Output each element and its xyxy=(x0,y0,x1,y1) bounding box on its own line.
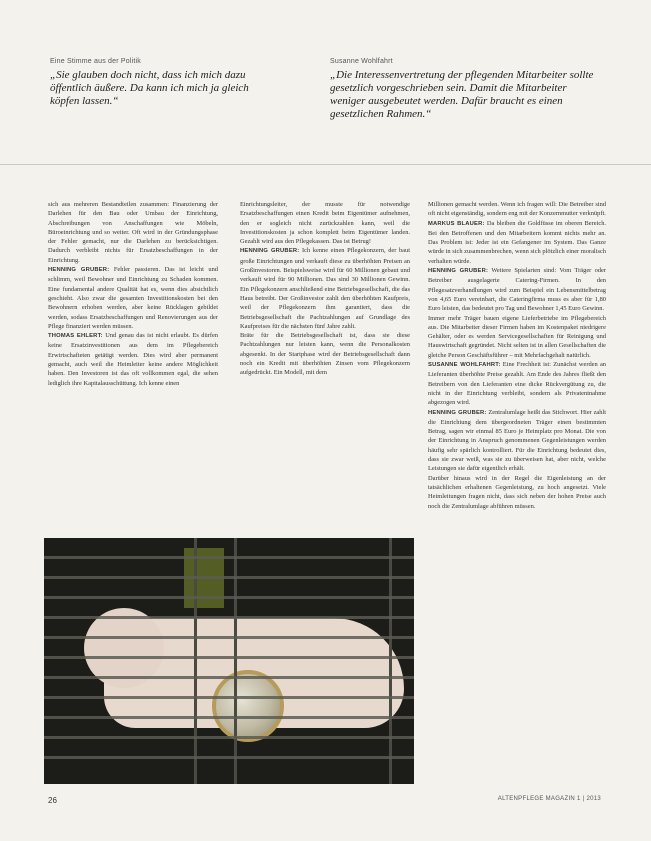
paragraph xyxy=(428,360,606,407)
paragraph xyxy=(428,408,606,474)
quote-text: „Die Interessenvertretung der pflegenden Mitarbeiter sollte gesetzlich vorgeschrieben sein. Damit die Mitarbeiter weniger ausgebeutet werden. Dafür braucht es einen gesetzlichen Rahmen.“ xyxy=(330,69,594,120)
speaker-label: SUSANNE WOHLFAHRT: xyxy=(428,362,501,369)
quote-text: „Sie glauben doch nicht, dass ich mich dazu öffentlich äußere. Da kann ich mich ja gleich köpfen lassen.“ xyxy=(50,69,249,107)
speaker-label: HENNING GRUBER: xyxy=(428,409,487,416)
paragraph xyxy=(48,265,218,331)
divider xyxy=(0,164,651,165)
cage-bar xyxy=(44,576,414,579)
speaker-label: THOMAS EHLERT: xyxy=(48,333,103,340)
cage-bar xyxy=(44,756,414,759)
cage-bar xyxy=(44,736,414,739)
paragraph: sich aus mehreren Bestandteilen zusammen: Finanzierung der Darlehen für den Bau oder Umbau der Einrichtung, Abschreibungen von Anschaffungen wie Möbeln, Büroeinrichtung und so weiter. Oft wird in der Gründungsphase der Fehler gemacht, nur die Darlehen zu berücksichtigen. Dadurch verbleibt nichts für Ersatzbeschaffungen in der Einrichtung. xyxy=(48,201,218,264)
cage-bar xyxy=(44,716,414,719)
paragraph-text: Fehler passieren. Das ist leicht und schlimm, weil Bewohner und Einrichtung zu Schaden kommen. Eine fundamental andere Qualität hat es, wenn dies absichtlich geschieht. Also zwar die gesamten Investitionskosten bei den Bewohnern erhoben werden, aber keine Rücklagen gebildet werden, sodass Ersatzbeschaffungen und Renovierungen aus der Pflege finanziert werden müssen. xyxy=(48,266,218,330)
cage-bar xyxy=(44,596,414,599)
paragraph-text: Zentralumlage heißt das Stichwort. Hier zahlt die Einrichtung dem übergeordneten Träger einen bestimmten Betrag, sagen wir einmal 85 Euro je Heimplatz pro Monat. Die von der Einrichtung in Anspruch genommenen Gegenleistungen werden häufig sehr spärlich kontrolliert. Für die Einrichtung bedeutet dies, dass sie zwar weiß, was sie zu überweisen hat, aber nicht, welche Leistungen sie dafür eigentlich erhält. xyxy=(428,408,606,473)
text-column-1 xyxy=(48,200,218,512)
page-number: 26 xyxy=(48,796,57,805)
euro-coin xyxy=(212,670,284,742)
cage-bar xyxy=(44,696,414,699)
paragraph xyxy=(48,331,218,388)
cage-bar xyxy=(44,616,414,619)
paragraph-text: Ich kenne einen Pflegekonzern, der baut große Einrichtungen und verkauft diese zu überhöhten Preisen an Großinvestoren. Beispielsweise wird für 60 Millionen gebaut und verkauft wird für 90 Millionen. Das sind 30 Millionen Gewinn. Ein Pflegekonzern anschließend eine Betriebsgesellschaft, die das Haus betreibt. Der Großinvestor zahlt den überhöhten Kaufpreis, weil der Pflegekonzern ihm garantiert, dass die Betriebsgesellschaft die Pachtzahlungen auf Grundlage des Kaufpreises für die nächsten fünf Jahre zahlt. xyxy=(240,247,410,330)
paragraph: Millionen gemacht werden. Wenn ich fragen will: Die Betreiber sind oft nicht eigenständig, sondern eng mit der Konzernmutter verknüpft. xyxy=(428,201,606,218)
speaker-label: MARKUS BLAUER: xyxy=(428,220,485,227)
paragraph xyxy=(240,246,410,331)
cage-bar xyxy=(44,656,414,659)
speaker-label: HENNING GRUBER: xyxy=(48,267,110,274)
cage-bar xyxy=(44,556,414,559)
paragraph: Immer mehr Träger bauen eigene Lieferbetriebe im Pflegebereich aus. Die Mitarbeiter dieser Firmen haben im Kostenpaket niedrigere Gehälter, oder es werden Servicegesellschaften für Reinigung und Hauswirtschaft gegründet. Nicht selten ist in allen Gesellschaften die gleiche Person Geschäftsführer – mit Mehrfachgehalt natürlich. xyxy=(428,314,606,359)
pull-quote-right xyxy=(330,58,600,121)
paragraph: Bräte für die Betriebsgesellschaft ist, dass sie diese Pachtzahlungen nur leisten kann, wenn die Personalkosten abgesenkt. In der Startphase wird der Betriebsgesellschaft dann noch ein Kredit mit überhöhten Zinsen vom Pflegekonzern aufgedrückt. Ein Modell, mit dem xyxy=(240,332,410,377)
text-column-3 xyxy=(428,200,606,800)
paragraph-text: Weitere Spielarten sind: Vom Träger oder Betreiber ausgelagerte Catering-Firmen. In den Pflegesatzverhandlungen wird zum Beispiel ein Lebensmittelbetrag von 4,65 Euro vereinbart, die Cateringfirma muss es aber für 1,80 Euro leisten, das bedeutet pro Tag und Bewohner 1,45 Euro Gewinn. xyxy=(428,267,606,313)
paragraph xyxy=(428,219,606,266)
paragraph-text: Und genau das ist nicht erlaubt. Es dürfen keine Ersatzinvestitionen aus dem im Pflegebereich Erwirtschafteten getätigt werden. Dies wird aber permanent gemacht, auch weil die Heimleiter keine andere Möglichkeit haben. Den Investoren ist das oft vollkommen egal, die sehen lediglich ihre Kapitalausschüttung. Ich kenne einen xyxy=(48,332,218,387)
cage-bar xyxy=(44,636,414,639)
photo-piggy-bank-behind-bars xyxy=(44,538,414,784)
issue-info: ALTENPFLEGE MAGAZIN 1 | 2013 xyxy=(497,796,601,802)
speaker-label: HENNING GRUBER: xyxy=(240,248,300,255)
paragraph-text: Eine Frechheit ist: Zunächst werden an Lieferanten überhöhte Preise gezahlt. Am Ende des Jahres fließt den Betreibern von den Lieferanten eine dicke Rückvergütung zu, die nicht in der Einrichtung verbleibt, sondern als Privatentnahme abgezogen wird. xyxy=(428,361,606,407)
paragraph-text: Da bleiben die Goldfüsse im oberen Bereich. Bei den Betroffenen und den Mitarbeitern kommt nichts mehr an. Das Problem ist: Jeder ist ein Gefangener im System. Das Ganze würde in sich zusammenbrechen, wenn sich plötzlich einer moralisch verhalten würde. xyxy=(428,219,606,265)
speaker-label: HENNING GRUBER: xyxy=(428,268,489,275)
text-column-2 xyxy=(240,200,410,512)
paragraph: Einrichtungsleiter, der musste für notwendige Ersatzbeschaffungen einen Kredit beim Eigentümer aufnehmen, den er sogleich nicht zurückzahlen kann, weil die Investitionskosten ja schon komplett beim Eigentümer landen. Gezahlt wird aus den Pflegekassen. Das ist Betrug! xyxy=(240,201,410,246)
cage-bar xyxy=(44,676,414,679)
quote-source: Eine Stimme aus der Politik xyxy=(50,58,141,65)
paragraph: Darüber hinaus wird in der Regel die Eigenleistung an der tatsächlichen erhaltenen Gegenleistung, zu hoch angesetzt. Viele Heimleitungen fragen nicht, dass sich neben der hohen Preise auch noch die Zentralumlage abführen müssen. xyxy=(428,474,606,510)
cage-bar xyxy=(234,538,237,784)
cage-bar xyxy=(194,538,197,784)
cage-bar xyxy=(389,538,392,784)
quote-source: Susanne Wohlfahrt xyxy=(330,58,393,65)
pull-quote-left xyxy=(50,58,280,108)
paragraph xyxy=(428,266,606,313)
